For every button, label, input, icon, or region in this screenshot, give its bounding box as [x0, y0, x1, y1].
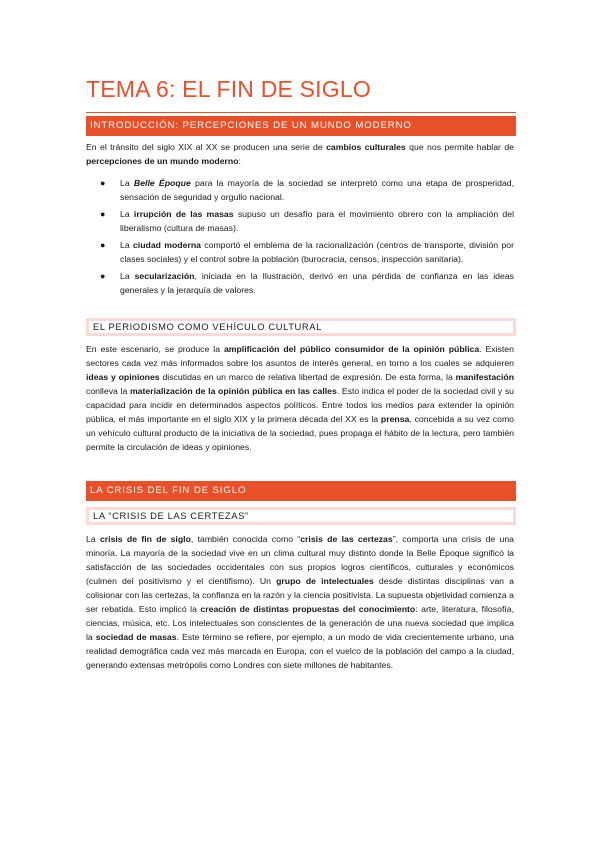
section-heading-periodismo: EL PERIODISMO COMO VEHÍCULO CULTURAL	[86, 318, 516, 336]
periodismo-paragraph: En este escenario, se produce la amplificación del público consumidor de la opinión pública. Existen sectores cada vez más informados sobre los asuntos de interés general, en torno a los cuales se adquieren ideas y opiniones discutidas en un marco de relativa libertad de expresión. De esta forma, la manifestación conlleva la materialización de la opinión pública en las calles. Esto indica el poder de la sociedad civil y su capacidad para incidir en determinados aspectos políticos. Entre todos los medios para extender la opinión pública, el más importante en el siglo XIX y la primera década del XX es la prensa, concebida a su vez como un vehículo cultural producto de la iniciativa de la sociedad, pues propaga el hábito de la lectura, pero también permite la circulación de ideas y opiniones.	[86, 344, 515, 452]
title-underline	[86, 112, 516, 113]
intro-bullet-list	[100, 176, 514, 300]
subsection-heading-certezas: LA “CRISIS DE LAS CERTEZAS”	[86, 507, 516, 525]
crisis-paragraph: La crisis de fin de siglo, también conocida como “crisis de las certezas”, comporta una crisis de una minoría. La mayoría de la sociedad vive en un clima cultural muy distinto donde la Belle Époque significó la satisfacción de las sociedades occidentales con sus propios logros científicos, culturales y económicos (culmen del positivismo y el cientifismo). Un grupo de intelectuales desde distintas disciplinas van a colisionar con las certezas, la confianza en la razón y la ciencia positivista. La supuesta objetividad comienza a ser rebatida. Esto implicó la creación de distintas propuestas del conocimiento: arte, literatura, filosofía, ciencias, música, etc. Los intelectuales son conscientes de la generación de una nueva sociedad que implica la sociedad de masas. Este término se refiere, por ejemplo, a un modo de vida crecientemente urbano, una realidad demográfica cada vez más marcada en Europa, con el vuelco de la población del campo a la ciudad, generando extensas metrópolis como Londres con siete millones de habitantes.	[86, 534, 515, 670]
section-heading-crisis: LA CRISIS DEL FIN DE SIGLO	[86, 481, 516, 501]
list-item: ● La ciudad moderna comportó el emblema de la racionalización (centros de transporte, división por clases sociales) y el control sobre la población (burocracia, censos, inspección sanitaria).	[100, 240, 515, 264]
list-item: ● La secularización, iniciada en la Ilustración, derivó en una pérdida de confianza en las ideas generales y la jerarquía de valores.	[100, 271, 515, 295]
list-item: ● La irrupción de las masas supuso un desafío para el movimiento obrero con la ampliación del liberalismo (cultura de masas).	[100, 209, 515, 233]
bullet-icon: ●	[100, 178, 106, 188]
bullet-icon: ●	[100, 271, 106, 281]
intro-paragraph: En el tránsito del siglo XIX al XX se producen una serie de cambios culturales que nos permite hablar de percepciones de un mundo moderno:	[86, 142, 514, 166]
list-item: ● La Belle Époque para la mayoría de la sociedad se interpretó como una etapa de prosperidad, sensación de seguridad y orgullo nacional.	[100, 178, 515, 202]
section-heading-introduccion: INTRODUCCIÓN: PERCEPCIONES DE UN MUNDO MODERNO	[86, 116, 516, 136]
bullet-icon: ●	[100, 240, 106, 250]
page-title: TEMA 6: EL FIN DE SIGLO	[86, 76, 371, 102]
bullet-icon: ●	[100, 209, 106, 219]
